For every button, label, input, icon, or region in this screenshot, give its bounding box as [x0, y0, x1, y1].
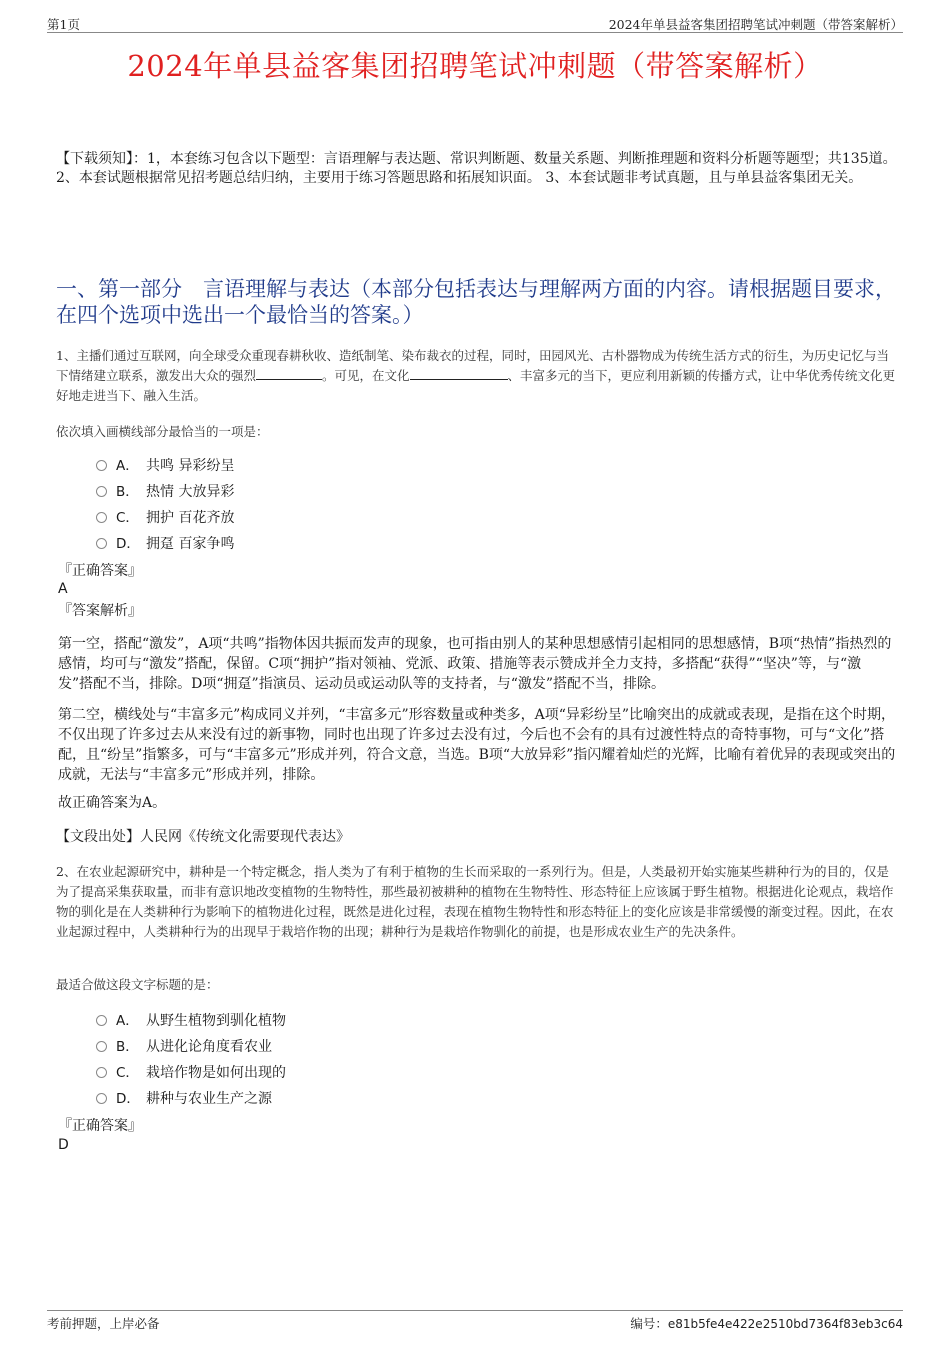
option-letter: B．: [116, 484, 139, 500]
footer-slogan: 考前押题，上岸必备: [47, 1316, 160, 1331]
section-heading: 一、第一部分 言语理解与表达（本部分包括表达与理解两方面的内容。请根据题目要求，在四个选项中选出一个最恰当的答案。）: [56, 277, 896, 327]
option-letter: A．: [116, 458, 139, 474]
option-text: 共鸣 异彩纷呈: [146, 458, 235, 474]
question-2-options: [96, 1008, 286, 1112]
option-text: 拥护 百花齐放: [146, 510, 235, 526]
option-text: 从野生植物到驯化植物: [146, 1013, 286, 1029]
radio-icon[interactable]: [96, 1041, 107, 1052]
blank-2: [410, 366, 508, 380]
footer-code-value: e81b5fe4e422e2510bd7364f83eb3c64: [667, 1317, 903, 1331]
question-1-analysis-label: 『答案解析』: [58, 603, 142, 619]
option-letter: C．: [116, 510, 139, 526]
question-1-prompt: 依次填入画横线部分最恰当的一项是：: [56, 424, 269, 439]
question-2-option-a[interactable]: [96, 1008, 286, 1034]
question-2-option-d[interactable]: [96, 1086, 286, 1112]
question-2-option-b[interactable]: [96, 1034, 286, 1060]
page-header: [47, 14, 903, 33]
option-letter: C．: [116, 1065, 139, 1081]
document-title: 2024年单县益客集团招聘笔试冲刺题（带答案解析）: [127, 49, 823, 83]
radio-icon[interactable]: [96, 486, 107, 497]
blank-1: [256, 366, 322, 380]
option-letter: D．: [116, 1091, 140, 1107]
download-notice: 【下载须知】：1，本套练习包含以下题型：言语理解与表达题、常识判断题、数量关系题、判断推理题和资料分析题等题型；共135道。 2、本套试题根据常见招考题总结归纳，主要用于练习答题思路和拓展知识面。 3、本套试题非考试真题，且与单县益客集团无关。: [56, 151, 897, 186]
question-1-stem: [56, 346, 900, 406]
question-1-answer: A: [58, 581, 68, 597]
radio-icon[interactable]: [96, 1093, 107, 1104]
option-text: 热情 大放异彩: [146, 484, 235, 500]
radio-icon[interactable]: [96, 1067, 107, 1078]
question-1-option-c[interactable]: [96, 505, 234, 531]
question-2-answer: D: [58, 1137, 69, 1153]
option-text: 从进化论角度看农业: [146, 1039, 272, 1055]
option-text: 耕种与农业生产之源: [146, 1091, 272, 1107]
question-1-stem-part3: 、丰富多元的当下，更应利用新颖的传播方式，让中华优秀传统文化更好地走进当下、融入生活。: [56, 368, 896, 403]
radio-icon[interactable]: [96, 512, 107, 523]
question-1-answer-label: 『正确答案』: [58, 563, 142, 579]
question-2-option-c[interactable]: [96, 1060, 286, 1086]
footer-code-label: 编号：: [630, 1316, 668, 1331]
question-1-option-a[interactable]: [96, 453, 234, 479]
question-1-option-b[interactable]: [96, 479, 234, 505]
question-1-option-d[interactable]: [96, 531, 234, 557]
question-2-prompt: 最适合做这段文字标题的是：: [56, 977, 219, 992]
radio-icon[interactable]: [96, 1015, 107, 1026]
option-letter: B．: [116, 1039, 139, 1055]
radio-icon[interactable]: [96, 538, 107, 549]
question-1-analysis-paragraph-1: 第一空，搭配“激发”，A项“共鸣”指物体因共振而发声的现象，也可指由别人的某种思想感情引起相同的思想感情，B项“热情”指热烈的感情，均可与“激发”搭配，保留。C项“拥护”指对领袖、党派、政策、措施等表示赞成并全力支持，多搭配“获得”“坚决”等，与“激发”搭配不当，排除。D项“拥趸”指演员、运动员或运动队等的支持者，与“激发”搭配不当，排除。: [58, 636, 892, 692]
page-number: 第1页: [47, 17, 80, 32]
question-1-stem-part1: 1、主播们通过互联网，向全球受众重现春耕秋收、造纸制笔、染布裁衣的过程，同时，田园风光、古朴器物成为传统生活方式的衍生，为历史记忆与当下情绪建立联系，激发出大众的强烈: [56, 348, 889, 383]
question-1-stem-part2: 。可见，在文化: [322, 368, 410, 383]
option-letter: A．: [116, 1013, 139, 1029]
page-footer: [47, 1310, 903, 1331]
option-text: 栽培作物是如何出现的: [146, 1065, 286, 1081]
footer-code: [630, 1314, 903, 1332]
question-2-stem: 2、在农业起源研究中，耕种是一个特定概念，指人类为了有利于植物的生长而采取的一系列行为。但是，人类最初开始实施某些耕种行为的目的，仅是为了提高采集获取量，而非有意识地改变植物的生物特性，那些最初被耕种的植物在生物特性、形态特征上应该属于野生植物。根据进化论观点，栽培作物的驯化是在人类耕种行为影响下的植物进化过程，既然是进化过程，表现在植物生物特性和形态特征上的变化应该是非常缓慢的渐变过程。因此，在农业起源过程中，人类耕种行为的出现早于栽培作物的出现；耕种行为是栽培作物驯化的前提，也是形成农业生产的先决条件。: [56, 864, 894, 939]
radio-icon[interactable]: [96, 460, 107, 471]
question-1-analysis-paragraph-2: 第二空，横线处与“丰富多元”构成同义并列，“丰富多元”形容数量或种类多，A项“异彩纷呈”比喻突出的成就或表现，是指在这个时期，不仅出现了许多过去从来没有过的新事物，同时也出现了许多过去没有过，今后也不会有的具有过渡性特点的奇特事物，可与“文化”搭配，且“纷呈”指繁多，可与“丰富多元”形成并列，符合文意，当选。B项“大放异彩”指闪耀着灿烂的光辉，比喻有着优异的表现或突出的成就，无法与“丰富多元”形成并列，排除。: [58, 707, 896, 783]
question-2-answer-label: 『正确答案』: [58, 1118, 142, 1134]
header-doc-title: 2024年单县益客集团招聘笔试冲刺题（带答案解析）: [608, 17, 903, 32]
option-letter: D．: [116, 536, 140, 552]
option-text: 拥趸 百家争鸣: [146, 536, 235, 552]
question-1-source: 【文段出处】人民网《传统文化需要现代表达》: [56, 829, 350, 845]
question-1-conclusion: 故正确答案为A。: [58, 795, 167, 811]
question-1-options: [96, 453, 234, 557]
